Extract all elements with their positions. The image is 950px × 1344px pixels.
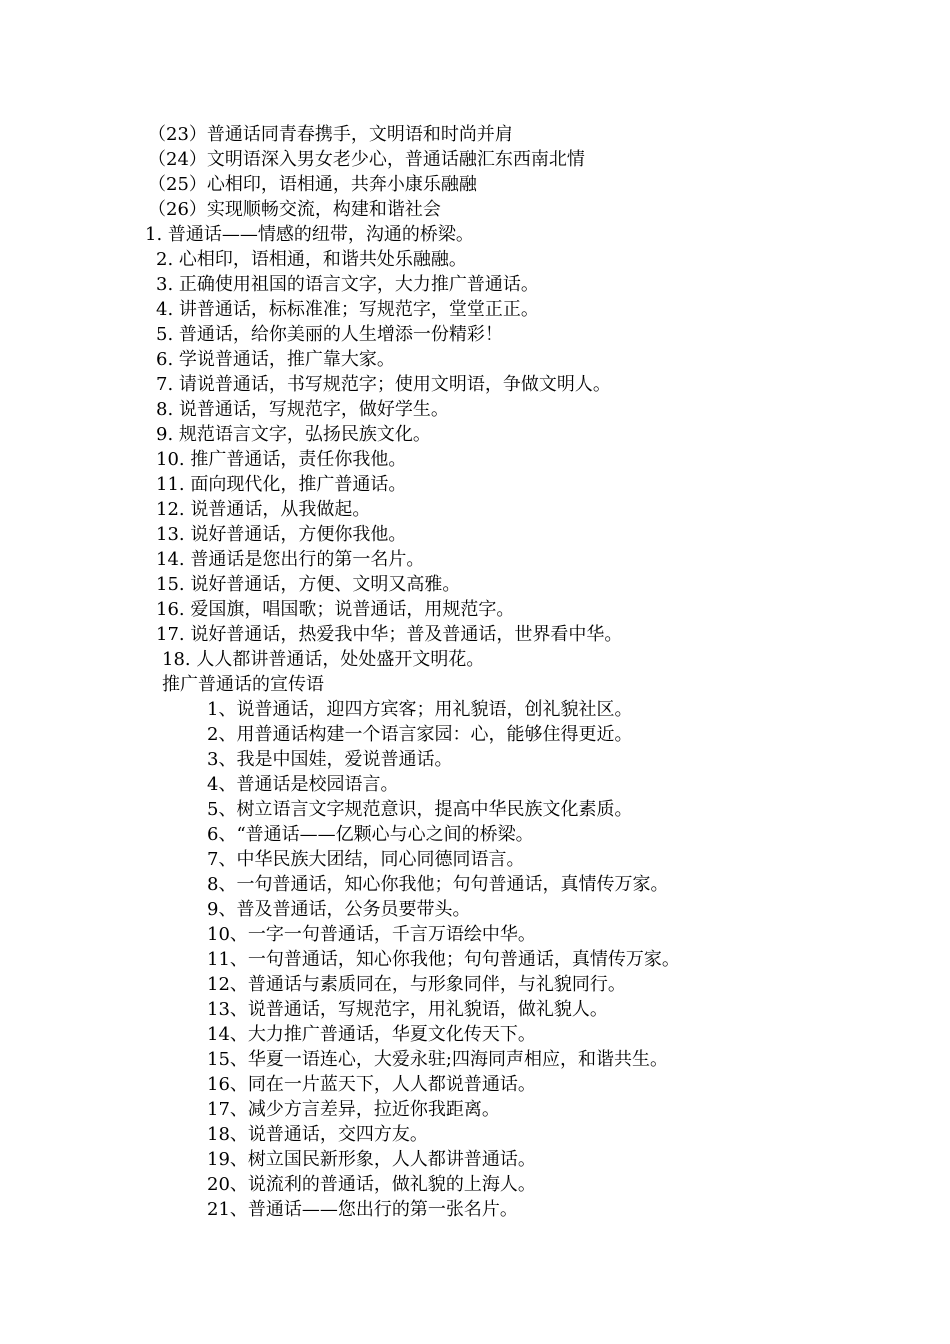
slogan-line: （23）普通话同青春携手，文明语和时尚并肩: [148, 124, 513, 145]
slogan-list-2: [0, 222, 950, 672]
slogan-line: （26）实现顺畅交流，构建和谐社会: [148, 199, 441, 220]
slogan-line: 12. 说普通话，从我做起。: [156, 499, 371, 520]
slogan-line: 4、普通话是校园语言。: [207, 774, 399, 795]
slogan-line: 1、说普通话，迎四方宾客；用礼貌语，创礼貌社区。: [207, 699, 633, 720]
slogan-line: 2. 心相印，语相通，和谐共处乐融融。: [156, 249, 467, 270]
slogan-line: 9. 规范语言文字，弘扬民族文化。: [156, 424, 431, 445]
slogan-line: 17、减少方言差异，拉近你我距离。: [207, 1099, 500, 1120]
slogan-line: 13、说普通话，写规范字，用礼貌语，做礼貌人。: [207, 999, 608, 1020]
slogan-line: 19、树立国民新形象，人人都讲普通话。: [207, 1149, 536, 1170]
slogan-line: 4. 讲普通话，标标准准；写规范字，堂堂正正。: [156, 299, 539, 320]
slogan-line: 2、用普通话构建一个语言家园：心，能够住得更近。: [207, 724, 633, 745]
slogan-line: 15、华夏一语连心，大爱永驻;四海同声相应，和谐共生。: [207, 1049, 668, 1070]
slogan-line: 21、普通话——您出行的第一张名片。: [207, 1199, 518, 1220]
slogan-line: 5、树立语言文字规范意识，提高中华民族文化素质。: [207, 799, 633, 820]
slogan-line: 18. 人人都讲普通话，处处盛开文明花。: [162, 649, 485, 670]
slogan-line: 6、“普通话——亿颗心与心之间的桥梁。: [207, 824, 534, 845]
slogan-line: （24）文明语深入男女老少心，普通话融汇东西南北情: [148, 149, 585, 170]
slogan-line: 15. 说好普通话，方便、文明又高雅。: [156, 574, 461, 595]
slogan-line: 13. 说好普通话，方便你我他。: [156, 524, 407, 545]
slogan-line: 5. 普通话，给你美丽的人生增添一份精彩！: [156, 324, 503, 345]
slogan-line: 14、大力推广普通话，华夏文化传天下。: [207, 1024, 536, 1045]
slogan-line: 7. 请说普通话，书写规范字；使用文明语，争做文明人。: [156, 374, 611, 395]
slogan-list-1: [0, 122, 950, 222]
slogan-line: 7、中华民族大团结，同心同德同语言。: [207, 849, 525, 870]
slogan-list-3: [0, 672, 950, 1222]
slogan-line: 3、我是中国娃，爱说普通话。: [207, 749, 453, 770]
slogan-line: 20、说流利的普通话，做礼貌的上海人。: [207, 1174, 536, 1195]
slogan-line: 3. 正确使用祖国的语言文字，大力推广普通话。: [156, 274, 539, 295]
slogan-line: 10. 推广普通话，责任你我他。: [156, 449, 407, 470]
slogan-line: 11、一句普通话，知心你我他；句句普通话，真情传万家。: [207, 949, 680, 970]
section-heading: 推广普通话的宣传语: [162, 674, 324, 695]
slogan-line: 14. 普通话是您出行的第一名片。: [156, 549, 425, 570]
slogan-line: 16. 爱国旗，唱国歌；说普通话，用规范字。: [156, 599, 515, 620]
slogan-line: 12、普通话与素质同在，与形象同伴，与礼貌同行。: [207, 974, 626, 995]
slogan-line: 10、一字一句普通话，千言万语绘中华。: [207, 924, 536, 945]
slogan-line: 9、普及普通话，公务员要带头。: [207, 899, 471, 920]
slogan-line: 11. 面向现代化，推广普通话。: [156, 474, 407, 495]
slogan-line: 8、一句普通话，知心你我他；句句普通话，真情传万家。: [207, 874, 669, 895]
slogan-line: 18、说普通话，交四方友。: [207, 1124, 428, 1145]
slogan-line: 1. 普通话——情感的纽带，沟通的桥梁。: [145, 224, 474, 245]
slogan-line: 17. 说好普通话，热爱我中华；普及普通话，世界看中华。: [156, 624, 623, 645]
slogan-line: 8. 说普通话，写规范字，做好学生。: [156, 399, 449, 420]
slogan-line: （25）心相印，语相通，共奔小康乐融融: [148, 174, 477, 195]
slogan-line: 16、同在一片蓝天下，人人都说普通话。: [207, 1074, 536, 1095]
slogan-line: 6. 学说普通话，推广靠大家。: [156, 349, 395, 370]
